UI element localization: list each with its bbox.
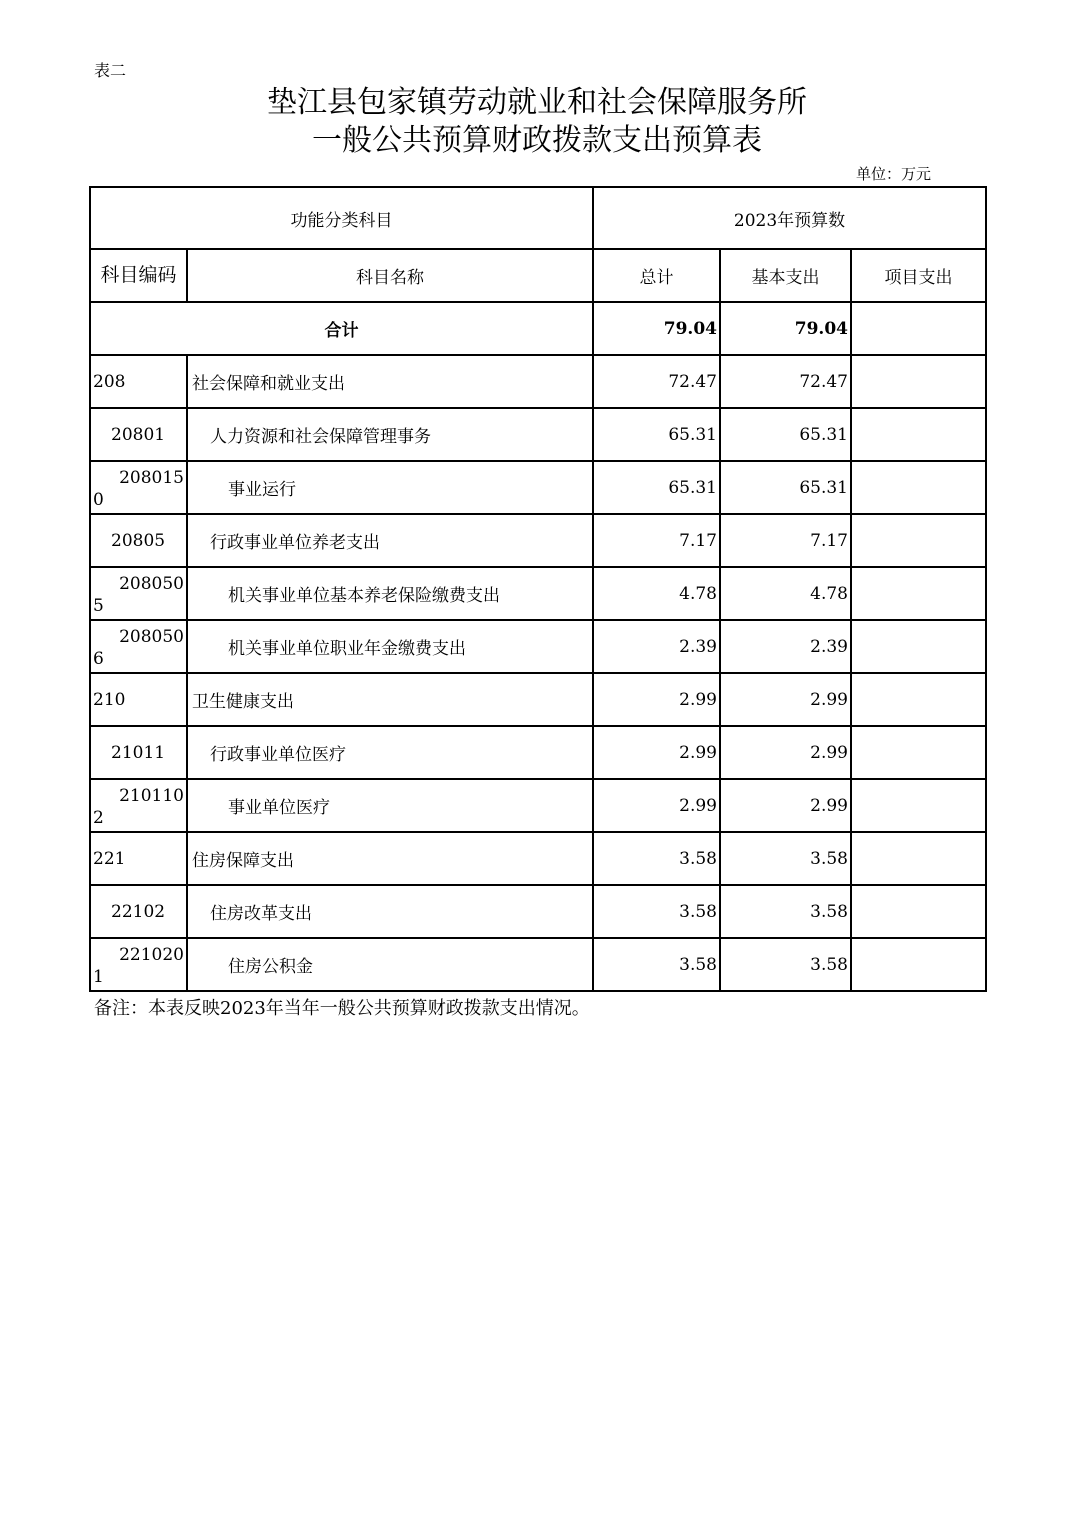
subject-name: 事业运行 (187, 461, 593, 514)
row-basic: 4.78 (720, 567, 851, 620)
row-project (851, 726, 986, 779)
row-total: 7.17 (593, 514, 720, 567)
budget-year-header: 2023年预算数 (593, 187, 986, 249)
subject-code-part-2: 5 (93, 596, 104, 616)
subject-code: 20805 (90, 514, 187, 567)
total-label: 合计 (90, 302, 593, 355)
subject-code (90, 461, 187, 514)
row-project (851, 885, 986, 938)
table-row (90, 355, 986, 408)
subject-name: 住房改革支出 (187, 885, 593, 938)
subject-name: 住房公积金 (187, 938, 593, 991)
subject-name: 行政事业单位养老支出 (187, 514, 593, 567)
table-row (90, 832, 986, 885)
subject-code-part-2: 6 (93, 649, 104, 669)
subject-code: 208 (90, 355, 187, 408)
basic-header: 基本支出 (720, 249, 851, 302)
row-basic: 72.47 (720, 355, 851, 408)
subject-code-part-2: 2 (93, 808, 104, 828)
row-total: 3.58 (593, 885, 720, 938)
row-total: 2.99 (593, 673, 720, 726)
row-basic: 3.58 (720, 832, 851, 885)
row-project (851, 938, 986, 991)
subject-code: 20801 (90, 408, 187, 461)
header-row-2 (90, 249, 986, 302)
row-total: 65.31 (593, 408, 720, 461)
row-project (851, 514, 986, 567)
subject-code-part-2: 1 (93, 967, 104, 987)
total-project (851, 302, 986, 355)
row-project (851, 620, 986, 673)
subject-name: 住房保障支出 (187, 832, 593, 885)
func-class-header: 功能分类科目 (90, 187, 593, 249)
table-row (90, 514, 986, 567)
row-basic: 65.31 (720, 461, 851, 514)
total-amount: 79.04 (593, 302, 720, 355)
header-row-1 (90, 187, 986, 249)
table-row (90, 779, 986, 832)
subject-code (90, 938, 187, 991)
title-line-2: 一般公共预算财政拨款支出预算表 (312, 123, 762, 158)
table-row (90, 567, 986, 620)
row-total: 2.99 (593, 726, 720, 779)
table-number: 表二 (94, 61, 127, 80)
row-project (851, 832, 986, 885)
subject-code (90, 567, 187, 620)
project-header: 项目支出 (851, 249, 986, 302)
subject-code-part-1: 208050 (119, 627, 184, 647)
row-total: 3.58 (593, 832, 720, 885)
unit-label: 单位：万元 (856, 165, 932, 183)
row-project (851, 567, 986, 620)
footnote: 备注：本表反映2023年当年一般公共预算财政拨款支出情况。 (94, 998, 590, 1019)
row-project (851, 673, 986, 726)
subject-name: 卫生健康支出 (187, 673, 593, 726)
subject-name: 行政事业单位医疗 (187, 726, 593, 779)
code-header: 科目编码 (90, 249, 187, 302)
row-project (851, 779, 986, 832)
table-row (90, 461, 986, 514)
row-total: 65.31 (593, 461, 720, 514)
subject-name: 机关事业单位职业年金缴费支出 (187, 620, 593, 673)
subject-name: 社会保障和就业支出 (187, 355, 593, 408)
table-row (90, 885, 986, 938)
subject-code: 210 (90, 673, 187, 726)
subject-code-part-1: 221020 (119, 945, 184, 965)
table-row (90, 726, 986, 779)
row-total: 72.47 (593, 355, 720, 408)
row-total: 2.39 (593, 620, 720, 673)
total-header: 总计 (593, 249, 720, 302)
subject-name: 机关事业单位基本养老保险缴费支出 (187, 567, 593, 620)
title-line-1: 垫江县包家镇劳动就业和社会保障服务所 (267, 85, 807, 120)
row-basic: 3.58 (720, 938, 851, 991)
row-total: 4.78 (593, 567, 720, 620)
table-row (90, 938, 986, 991)
subject-code (90, 779, 187, 832)
subject-name: 人力资源和社会保障管理事务 (187, 408, 593, 461)
table-row (90, 408, 986, 461)
name-header: 科目名称 (187, 249, 593, 302)
row-total: 2.99 (593, 779, 720, 832)
row-basic: 2.99 (720, 779, 851, 832)
subject-code: 22102 (90, 885, 187, 938)
row-total: 3.58 (593, 938, 720, 991)
row-project (851, 355, 986, 408)
row-basic: 3.58 (720, 885, 851, 938)
row-basic: 2.99 (720, 673, 851, 726)
subject-code: 21011 (90, 726, 187, 779)
table-row (90, 620, 986, 673)
row-basic: 2.39 (720, 620, 851, 673)
subject-name: 事业单位医疗 (187, 779, 593, 832)
row-basic: 7.17 (720, 514, 851, 567)
subject-code-part-2: 0 (93, 490, 104, 510)
row-basic: 2.99 (720, 726, 851, 779)
row-project (851, 408, 986, 461)
row-project (851, 461, 986, 514)
subject-code (90, 620, 187, 673)
subject-code-part-1: 208050 (119, 574, 184, 594)
total-basic: 79.04 (720, 302, 851, 355)
subject-code: 221 (90, 832, 187, 885)
total-row (90, 302, 986, 355)
budget-table (89, 186, 987, 992)
table-row (90, 673, 986, 726)
subject-code-part-1: 208015 (119, 468, 184, 488)
row-basic: 65.31 (720, 408, 851, 461)
subject-code-part-1: 210110 (119, 786, 184, 806)
